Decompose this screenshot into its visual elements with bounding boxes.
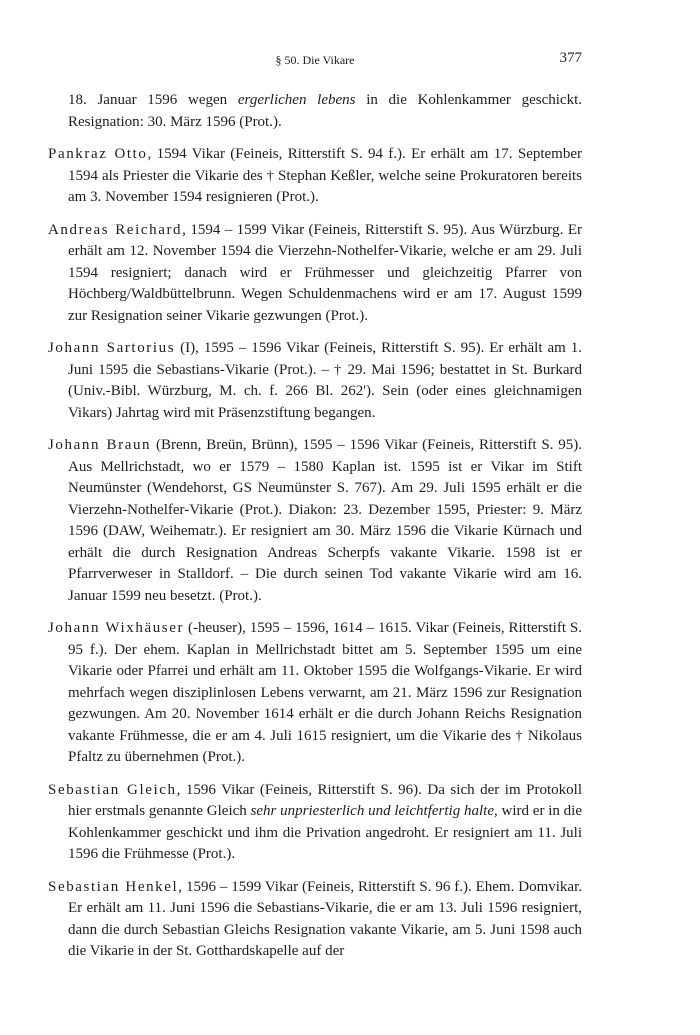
vicar-entry-wixhaeuser: Johann Wixhäuser (-heuser), 1595 – 1596, 1614 – 1615. Vikar (Feineis, Ritterstift S. 95 f.). Der ehem. Kaplan in Mellrichstadt bittet am 5. September 1595 um eine Vikarie oder Pfarrei und erhält am 11. Oktober 1595 die Wolfgangs-Vikarie. Er wird mehrfach wegen disziplinlosen Lebens verwarnt, am 21. März 1596 zur Resignation gezwungen. Am 20. November 1614 erhält er die durch Johann Reichs Resignation vakante Frühmesse, die er am 4. Juli 1615 resigniert, um die Vikarie des † Nikolaus Pfaltz zu übernehmen (Prot.). [48, 620, 582, 765]
page-number: 377 [559, 50, 582, 66]
death-cross: † [334, 362, 343, 378]
vicar-name: Johann Sartorius [48, 340, 176, 356]
vicar-entry-otto: Pankraz Otto, 1594 Vikar (Feineis, Ritterstift S. 94 f.). Er erhält am 17. September 1594 als Priester die Vikarie des † Stephan Keßler, welche seine Prokuratoren bereits am 3. November 1594 resignieren (Prot.). [48, 146, 583, 205]
vicar-name: Andreas Reichard [48, 221, 183, 238]
vicar-entry-sartorius: Johann Sartorius (I), 1595 – 1596 Vikar (Feineis, Ritterstift S. 95). Er erhält am 1. Juni 1595 die Sebastians-Vikarie (Prot.). – † 29. Mai 1596; bestattet in St. Burkard (Univ.-Bibl. Würzburg, M. ch. f. 266 Bl. 262'). Sein (oder eines gleichnamigen Vikars) Jahrtag wird mit Präsenzstiftung begangen. [48, 340, 582, 421]
running-header [48, 50, 582, 74]
vicar-entry-reichard: Andreas Reichard, 1594 – 1599 Vikar (Feineis, Ritterstift S. 95). Aus Würzburg. Er erhält am 12. November 1594 die Vierzehn-Nothelfer-Vikarie, welche er am 29. Juli 1594 resigniert; danach wird er Frühmesser und gleichzeitig Pfarrer von Höchberg/Waldbüttelbrunn. Wegen Schuldenmachens wird er am 17. August 1599 zur Resignation seiner Vikarie gezwungen (Prot.). [48, 221, 582, 324]
continued-paragraph: 18. Januar 1596 wegen ergerlichen lebens in die Kohlenkammer geschickt. Resignation: 30. März 1596 (Prot.). [68, 92, 582, 130]
vicar-entry-gleich: Sebastian Gleich, 1596 Vikar (Feineis, Ritterstift S. 96). Da sich der im Protokoll hier erstmals genannte Gleich sehr unpriesterlich und leichtfertig halte, wird er in die Kohlenkammer geschickt und ihm die Privation angedroht. Er resigniert am 11. Juli 1596 die Frühmesse (Prot.). [48, 781, 583, 862]
death-cross: † [515, 728, 524, 744]
vicar-name: Sebastian Henkel [48, 878, 179, 895]
vicar-name: Sebastian Gleich [48, 781, 177, 798]
page [48, 50, 582, 974]
quoted-phrase: sehr unpriesterlich und leichtfertig halte [250, 803, 494, 819]
section-title: § 50. Die Vikare [275, 53, 355, 67]
vicar-entry-henkel: Sebastian Henkel, 1596 – 1599 Vikar (Feineis, Ritterstift S. 96 f.). Ehem. Domvikar. Er erhält am 11. Juni 1596 die Sebastians-Vikarie, die er am 13. Juli 1596 resigniert, dann die durch Sebastian Gleichs Resignation vakante Vikarie, am 5. Juni 1598 auch die Vikarie in der St. Gotthardskapelle auf der [48, 878, 582, 959]
death-cross: † [266, 168, 275, 184]
vicar-name: Johann Braun [48, 437, 152, 453]
body-text [48, 90, 582, 963]
vicar-name: Johann Wixhäuser [48, 620, 185, 636]
vicar-entry-braun: Johann Braun (Brenn, Breün, Brünn), 1595 – 1596 Vikar (Feineis, Ritterstift S. 95). Aus Mellrichstadt, wo er 1579 – 1580 Kaplan ist. 1595 ist er Vikar im Stift Neumünster (Wendehorst, GS Neumünster S. 767). Am 29. Juli 1595 erhält er die Vierzehn-Nothelfer-Vikarie (Prot.). Diakon: 23. Dezember 1595, Priester: 9. März 1596 (DAW, Weihematr.). Er resigniert am 30. März 1596 die Vikarie Kürnach und erhält die durch Resignation Andreas Scherpfs vakante Vikarie. 1598 ist er Pfarrverweser in Stalldorf. – Die durch seinen Tod vakante Vikarie wird am 16. Januar 1599 neu besetzt. (Prot.). [48, 437, 582, 604]
vicar-name: Pankraz Otto [48, 146, 148, 162]
